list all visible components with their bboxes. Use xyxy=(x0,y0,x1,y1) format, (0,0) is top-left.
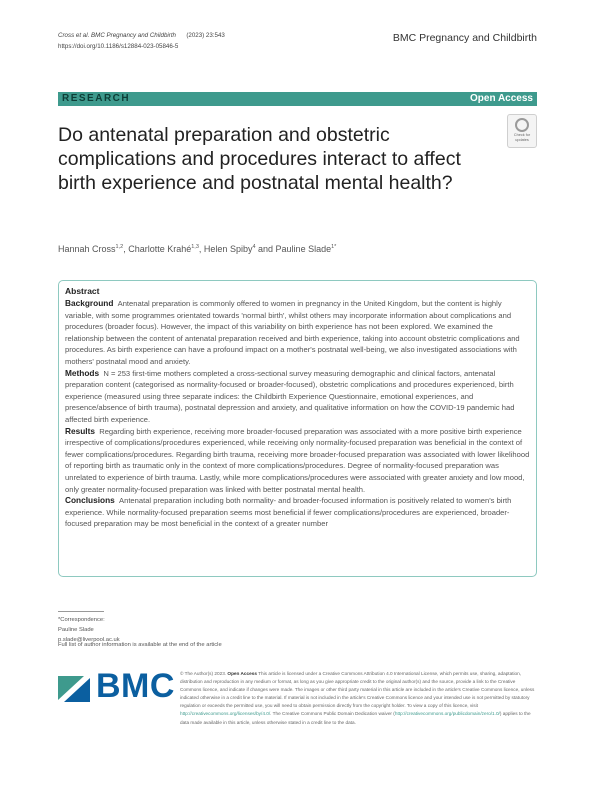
section-label: Background xyxy=(65,298,114,308)
citation-issue: (2023) 23:543 xyxy=(186,32,225,39)
author-name[interactable]: Charlotte Krahé xyxy=(128,244,192,254)
section-text: Regarding birth experience, receiving more broader-focused preparation was associated with a more positive birth experience irrespective of complications/procedures experienced, while receiving only normality-focused preparation was beneficial in the context of fewer complications/procedures. Regarding birth trauma, receiving more broader-focused preparation was associated with lower likelihood of reporting birth as traumatic only in the context of more complications/procedures. Degree of normality-focused preparation was unrelated to experience of birth trauma. Lastly, while more complications/procedures were associated with greater anxiety and low mood, only greater normality-focused preparation was linked with better postnatal mental health. xyxy=(65,426,530,494)
license-statement xyxy=(180,670,537,727)
license-body-3: ) applies to the data made available in this article, unless otherwise stated in a credit line to the data. xyxy=(180,711,531,725)
abstract-methods xyxy=(65,368,530,426)
author-name[interactable]: Hannah Cross xyxy=(58,244,116,254)
section-text: N = 253 first-time mothers completed a cross-sectional survey measuring demographic and clinical factors, antenatal preparation content (categorised as normality-focused or broader-focused), obstetric complications and procedures experienced, birth experience (measured using three separate indices: the Childbirth Experience Questionnaire, emotional experiences, and presence/absence of birth trauma), postnatal depression and anxiety, and qualitative information on how the COVID-19 pandemic had affected birth experience. xyxy=(65,368,515,424)
license-year: © The Author(s) 2023. xyxy=(180,671,227,676)
crossmark-icon xyxy=(515,118,529,132)
abstract-heading: Abstract xyxy=(65,286,100,296)
author-affiliation: 1,2 xyxy=(115,244,124,250)
crossmark-line2: updates xyxy=(515,137,529,142)
article-type-banner xyxy=(58,92,537,106)
section-text: Antenatal preparation is commonly offered to women in pregnancy in the United Kingdom, but the content is highly variable, with some programmes orientated towards 'normal birth', whilst others may incorporate information about complications and procedures (broader focus). However, the impact of this variability on birth experience has not been explored. We examined the relationship between the content of antenatal preparation received and birth experience, taking into account obstetric complications and procedures. As birth experience can have a profound impact on a mother's postnatal well-being, we also investigated associations with mothers' postnatal mood and anxiety. xyxy=(65,299,520,366)
author-list xyxy=(58,244,336,254)
correspondence-email[interactable]: p.slade@liverpool.ac.uk xyxy=(58,637,120,643)
author-affiliation: 4 xyxy=(252,244,256,250)
article-type-label: RESEARCH xyxy=(62,93,131,104)
license-body-1: This article is licensed under a Creative Commons Attribution 4.0 International License, which permits use, sharing, adaptation, distribution and reproduction in any medium or format, as long as you give appropriate credit to the original author(s) and the source, provide a link to the Creative Commons licence, and indicate if changes were made. The images or other third party material in this article are included in the article's Creative Commons licence, unless indicated otherwise in a credit line to the material. If material is not included in the article's Creative Commons licence and your intended use is not permitted by statutory regulation or exceeds the permitted use, you will need to obtain permission directly from the copyright holder. To view a copy of this licence, visit xyxy=(180,671,535,709)
abstract-box xyxy=(58,280,537,577)
author-separator: and xyxy=(255,244,276,254)
citation-authors: Cross et al. xyxy=(58,32,90,39)
author-separator: , xyxy=(123,244,129,254)
bmc-logo-mark-icon xyxy=(58,670,90,702)
doi-link[interactable]: https://doi.org/10.1186/s12884-023-05846-5 xyxy=(58,43,179,50)
journal-name: BMC Pregnancy and Childbirth xyxy=(392,32,537,44)
open-access-label: Open Access xyxy=(470,93,533,104)
bmc-logo-text: BMC xyxy=(96,667,175,705)
section-label: Conclusions xyxy=(65,495,115,506)
abstract-conclusions xyxy=(65,495,530,530)
author-affiliation: 1* xyxy=(331,244,337,250)
correspondence-block xyxy=(58,611,120,645)
bmc-logo xyxy=(58,667,175,705)
abstract-results xyxy=(65,426,530,496)
check-for-updates-badge[interactable] xyxy=(507,114,537,148)
license-body-2: . The Creative Commons Public Domain Dedication waiver ( xyxy=(270,711,395,717)
author-name[interactable]: Pauline Slade xyxy=(275,244,332,254)
author-info-note: Full list of author information is available at the end of the article xyxy=(58,642,222,648)
license-link-cc-by[interactable]: http://creativecommons.org/licenses/by/4.0/ xyxy=(180,711,271,717)
section-label: Methods xyxy=(65,367,100,378)
correspondence-name: Pauline Slade xyxy=(58,627,94,633)
author-separator: , xyxy=(198,244,204,254)
section-label: Results xyxy=(65,425,95,436)
license-open-access: Open Access xyxy=(227,671,257,676)
citation-header xyxy=(58,30,225,52)
crossmark-line1: Check for xyxy=(513,133,531,137)
abstract-background xyxy=(65,298,530,368)
citation-journal: BMC Pregnancy and Childbirth xyxy=(91,32,176,39)
section-text: Antenatal preparation including both normality- and broader-focused information is positively related to women's birth experience. While normality-focused preparation seems most beneficial if fewer complications/procedures are experienced, broader-focused preparation may be most beneficial in the context of a greater number xyxy=(65,496,512,529)
author-affiliation: 1,3 xyxy=(191,244,199,250)
article-title: Do antenatal preparation and obstetric complications and procedures interact to affect birth experience and postnatal mental health? xyxy=(58,124,461,194)
author-name[interactable]: Helen Spiby xyxy=(203,244,253,254)
footnote-divider xyxy=(58,611,104,612)
correspondence-label: *Correspondence: xyxy=(58,617,105,623)
license-link-cc0[interactable]: http://creativecommons.org/publicdomain/zero/1.0/ xyxy=(394,711,500,717)
